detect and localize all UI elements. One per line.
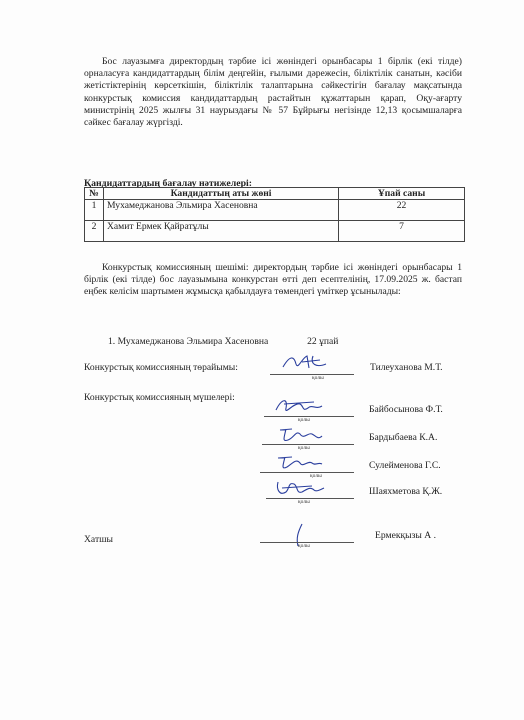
member-signature [274,424,326,446]
row-name: Хамит Ермек Қайратұлы [104,221,339,242]
row-number: 2 [85,221,104,242]
row-score: 22 [339,200,465,221]
results-header-row [85,188,465,200]
chair-role: Конкурстық комиссияның төрайымы: [84,362,238,373]
chair-caption: қолы [312,375,324,381]
decision-paragraph [84,262,462,299]
chair-name: Тилеуханова М.Т. [370,362,443,373]
member-signature-row [84,454,474,479]
intro-paragraph [84,56,462,129]
member-signature [272,396,332,418]
table-row [85,221,465,242]
table-row [85,200,465,221]
member-name: Байбосынова Ф.Т. [369,404,443,415]
member-name: Сулейменова Г.С. [369,460,441,471]
row-number: 1 [85,200,104,221]
secretary-caption: қолы [298,543,310,549]
winner-line [108,336,338,347]
decision-text: Конкурстық комиссияның шешімі: директордың тәрбие ісі жөніндегі орынбасары 1 бірлік (екі тілде) бос лауазымына конкурстан өтті деп есептелінің, 17.09.2025 ж. бастап еңбек келісім шартымен жұмысқа қабылдауға төмендегі үміткер ұсынылады: [84,262,462,298]
member-name: Бардыбаева К.А. [369,432,438,443]
member-signature-line [260,472,354,473]
chair-signature [280,352,330,374]
winner-name: 1. Мухамеджанова Эльмира Хасеновна [108,336,269,347]
secretary-signature-row [84,530,474,552]
secretary-role: Хатшы [84,534,113,545]
member-signature-line [266,498,354,499]
row-name: Мухамеджанова Эльмира Хасеновна [104,200,339,221]
header-name: Кандидаттың аты жөні [104,188,339,200]
results-title: Қандидаттардың бағалау нәтижелері: [84,178,253,189]
member-signature [272,452,324,474]
member-signature-row [84,428,474,450]
member-signature [272,478,328,500]
winner-score: 22 ұпай [307,336,339,347]
member-signature-row [84,480,474,505]
member-caption: қолы [298,417,310,423]
member-caption: қолы [298,445,310,451]
results-table [84,187,465,242]
secretary-name: Ермекқызы А . [375,530,436,541]
member-caption: қолы [298,499,310,505]
header-score: Ұпай саны [339,188,465,200]
chair-signature-row [84,362,474,384]
row-score: 7 [339,221,465,242]
members-role: Конкурстық комиссияның мүшелері: [84,392,235,403]
member-name: Шаяхметова Қ.Ж. [369,486,443,497]
header-number: № [85,188,104,200]
intro-text: Бос лауазымға директордың тәрбие ісі жөніндегі орынбасары 1 бірлік (екі тілде) орналасуға кандидаттардың білім деңгейін, ғылыми дәрежесін, біліктілік санатын, кәсіби жетістіктерінің көрсеткішін, біліктілік талаптарына сәйкестігін бағалау мақсатында конкурстық комиссия кандидаттардың растайтын құжаттарын қарап, Оқу-ағарту министрінің 2025 жылғы 31 наурыздағы № 57 Бұйрығы негізінде 12,13 қосымшаларға сәйкес бағалау жүргізді. [84,56,462,129]
member-caption: қолы [310,473,322,479]
member-signature-row [84,402,474,424]
